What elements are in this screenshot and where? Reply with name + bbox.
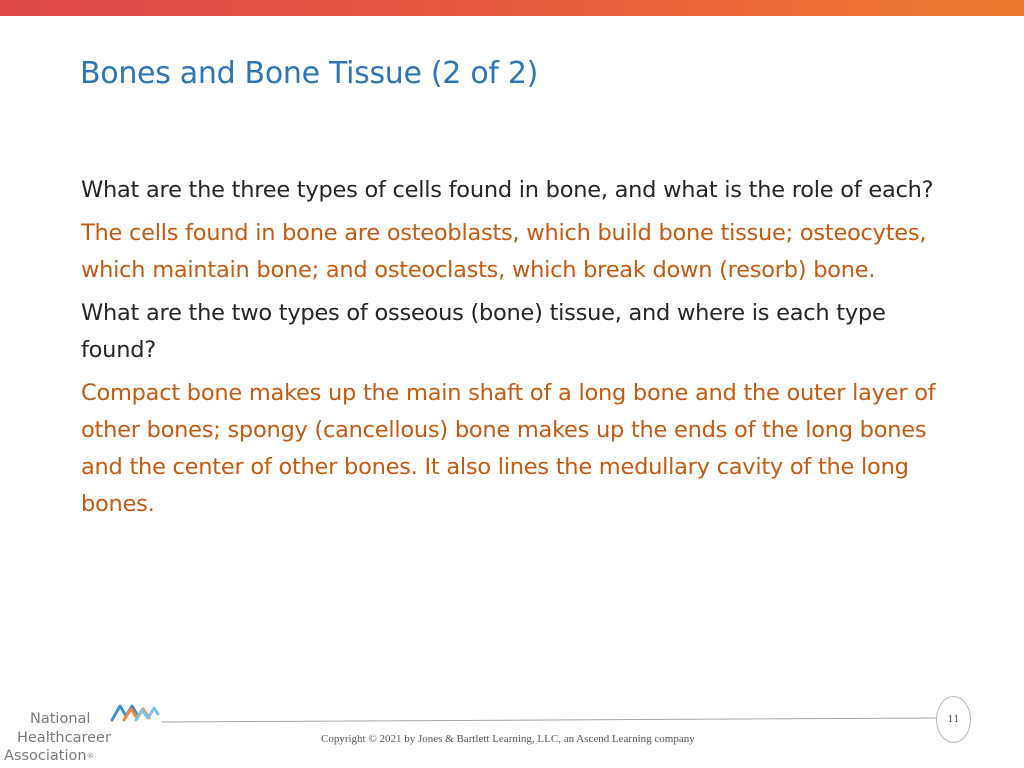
logo-text-association: Association xyxy=(4,748,87,764)
nha-zigzag-logo-icon xyxy=(110,700,160,724)
slide-content xyxy=(81,172,941,529)
page-number: 11 xyxy=(947,714,960,725)
logo-text-line3 xyxy=(4,747,94,765)
logo-text-line2: Healthcareer xyxy=(17,730,111,746)
footer-divider xyxy=(162,716,938,724)
copyright-notice: Copyright © 2021 by Jones & Bartlett Learning, LLC, an Ascend Learning company xyxy=(321,733,695,745)
nha-logo xyxy=(0,700,170,768)
question-2: What are the two types of osseous (bone) tissue, and where is each type found? xyxy=(81,300,886,363)
logo-text-line1: National xyxy=(30,711,91,727)
page-number-badge xyxy=(936,696,971,743)
answer-1: The cells found in bone are osteoblasts, which build bone tissue; osteocytes, which maintain bone; and osteoclasts, which break down (resorb) bone. xyxy=(81,220,927,283)
question-1: What are the three types of cells found in bone, and what is the role of each? xyxy=(81,177,934,203)
answer-2: Compact bone makes up the main shaft of a long bone and the outer layer of other bones; spongy (cancellous) bone makes up the ends of the long bones and the center of other bones. It also lines the medullary cavity of the long bones. xyxy=(81,380,936,517)
top-accent-bar xyxy=(0,0,1024,16)
slide-title: Bones and Bone Tissue (2 of 2) xyxy=(80,56,539,91)
registered-mark: ® xyxy=(86,752,94,760)
